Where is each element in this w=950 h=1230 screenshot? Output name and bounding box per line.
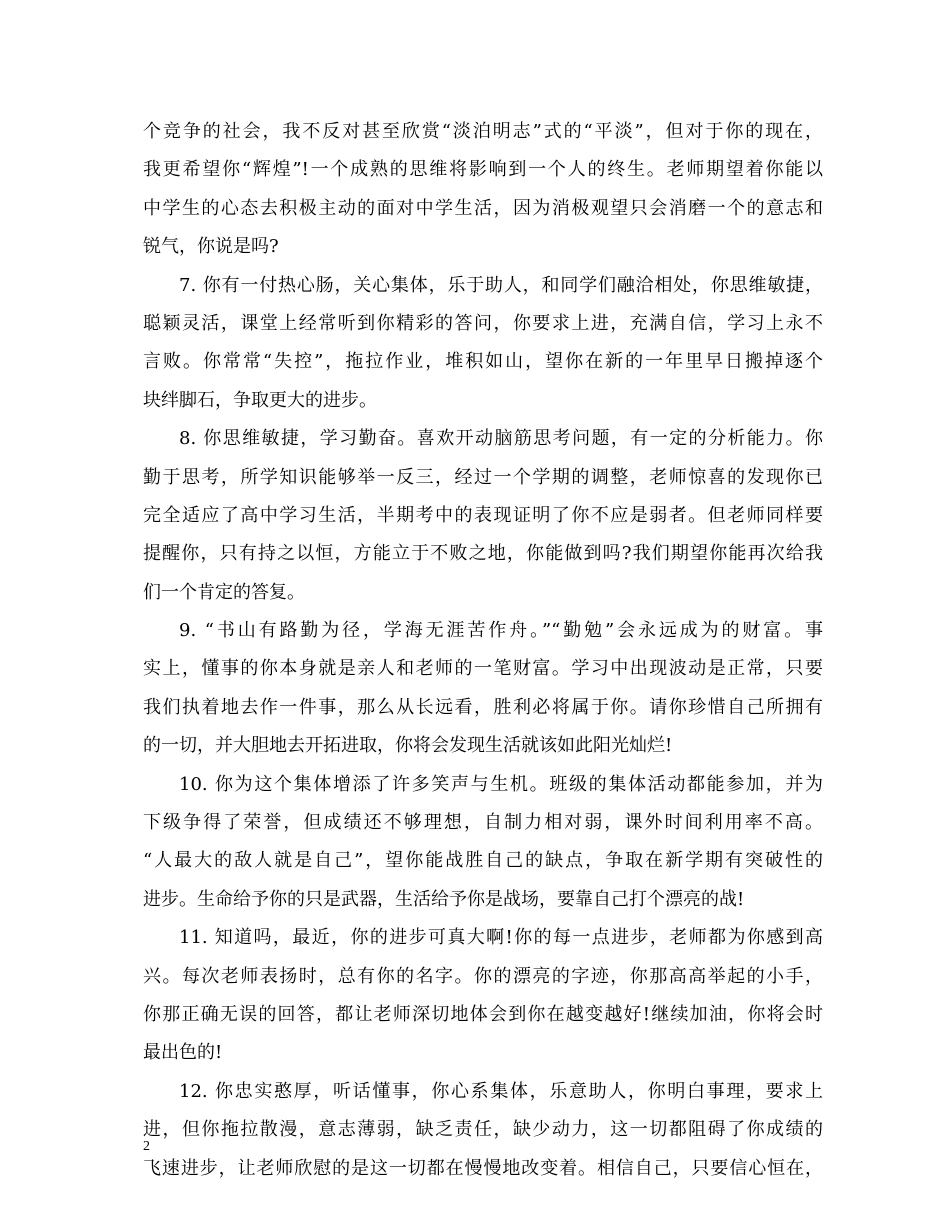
text-line: “人最大的敌人就是自己”，望你能战胜自己的缺点，争取在新学期有突破性的 — [143, 850, 823, 872]
text-line: 最出色的! — [143, 1042, 223, 1064]
text-line: 们一个肯定的答复。 — [143, 581, 305, 603]
text-line: 完全适应了高中学习生活，半期考中的表现证明了你不应是弱者。但老师同样要 — [143, 504, 823, 526]
text-line: 勤于思考，所学知识能够举一反三，经过一个学期的调整，老师惊喜的发现你已 — [143, 466, 823, 488]
item-11-first-line: 11. 知道吗，最近，你的进步可真大啊!你的每一点进步，老师都为你感到高 — [179, 927, 823, 949]
item-8-first-line: 8. 你思维敏捷，学习勤奋。喜欢开动脑筋思考问题，有一定的分析能力。你 — [179, 428, 823, 450]
text-line: 实上，懂事的你本身就是亲人和老师的一笔财富。学习中出现波动是正常，只要 — [143, 658, 823, 680]
text-line: 我更希望你“辉煌”!一个成熟的思维将影响到一个人的终生。老师期望着你能以 — [143, 159, 823, 181]
text-line: 的一切，并大胆地去开拓进取，你将会发现生活就该如此阳光灿烂! — [143, 735, 673, 757]
text-line: 个竞争的社会，我不反对甚至欣赏“淡泊明志”式的“平淡”，但对于你的现在， — [143, 121, 823, 142]
text-line: 聪颖灵活，课堂上经常听到你精彩的答问，你要求上进，充满自信，学习上永不 — [143, 312, 823, 334]
text-line: 言败。你常常“失控”，拖拉作业，堆积如山，望你在新的一年里早日搬掉逐个 — [143, 351, 823, 373]
document-body — [143, 113, 823, 1188]
text-line: 飞速进步，让老师欣慰的是这一切都在慢慢地改变着。相信自己，只要信心恒在， — [143, 1157, 823, 1179]
text-line: 兴。每次老师表扬时，总有你的名字。你的漂亮的字迹，你那高高举起的小手， — [143, 965, 823, 987]
text-line: 锐气，你说是吗? — [143, 236, 279, 258]
text-line: 我们执着地去作一件事，那么从长远看，胜利必将属于你。请你珍惜自己所拥有 — [143, 696, 823, 718]
item-12-first-line: 12. 你忠实憨厚，听话懂事，你心系集体，乐意助人，你明白事理，要求上 — [179, 1080, 823, 1102]
text-line: 进，但你拖拉散漫，意志薄弱，缺乏责任，缺少动力，这一切都阻碍了你成绩的 — [143, 1119, 823, 1141]
text-line: 你那正确无误的回答，都让老师深切地体会到你在越变越好!继续加油，你将会时 — [143, 1003, 823, 1025]
text-line: 块绊脚石，争取更大的进步。 — [143, 389, 377, 411]
page-number: 2 — [143, 1139, 150, 1154]
text-line: 进步。生命给予你的只是武器，生活给予你是战场，要靠自己打个漂亮的战! — [143, 888, 745, 910]
text-line: 中学生的心态去积极主动的面对中学生活，因为消极观望只会消磨一个的意志和 — [143, 197, 823, 219]
text-line: 下级争得了荣誉，但成绩还不够理想，自制力相对弱，课外时间利用率不高。 — [143, 812, 823, 834]
item-9-first-line: 9. “书山有路勤为径，学海无涯苦作舟。”“勤勉”会永远成为的财富。事 — [179, 620, 823, 642]
text-line: 提醒你，只有持之以恒，方能立于不败之地，你能做到吗?我们期望你能再次给我 — [143, 543, 823, 565]
item-10-first-line: 10. 你为这个集体增添了许多笑声与生机。班级的集体活动都能参加，并为 — [179, 773, 823, 795]
item-7-first-line: 7. 你有一付热心肠，关心集体，乐于助人，和同学们融洽相处，你思维敏捷， — [179, 274, 823, 296]
